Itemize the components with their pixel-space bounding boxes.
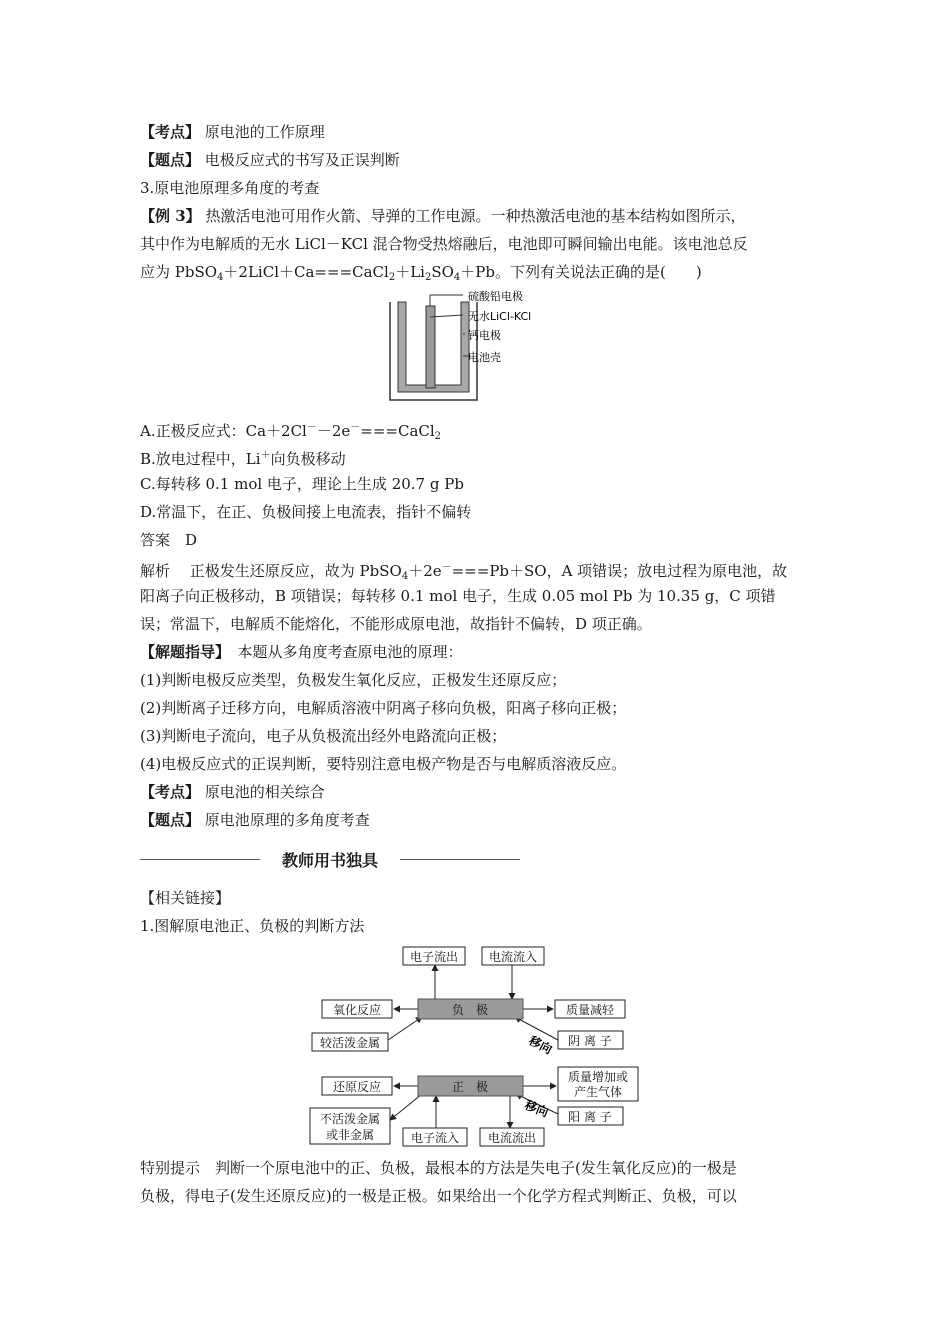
option-b: B.放电过程中，Li＋向负极移动 (140, 450, 346, 468)
option-a: A.正极反应式：Ca＋2Cl－－2e－===CaCl$_2$ (140, 422, 442, 442)
guide-item-4: (4)电极反应式的正误判断，要特别注意电极产物是否与电解质溶液反应。 (140, 755, 627, 773)
svg-text:质量减轻: 质量减轻 (565, 1003, 615, 1017)
svg-text:质量增加或: 质量增加或 (567, 1070, 629, 1084)
example-line-2: 其中作为电解质的无水 LiCl－KCl 混合物受热熔融后，电池即可瞬间输出电能。该电池总反 (140, 235, 748, 253)
svg-text:正 极: 正 极 (451, 1080, 489, 1094)
answer-line: 答案 D (140, 531, 198, 549)
tip-line-2: 负极，得电子(发生还原反应)的一极是正极。如果给出一个化学方程式判断正、负极，可以 (140, 1187, 737, 1205)
banner-rule-right (400, 859, 520, 860)
svg-text:阴 离 子: 阴 离 子 (568, 1034, 612, 1048)
svg-text:产生气体: 产生气体 (573, 1085, 623, 1099)
label-calcium: 钙电极 (468, 329, 501, 342)
guide-heading: 【解题指导】 本题从多角度考查原电池的原理： (140, 643, 463, 661)
svg-text:电流流出: 电流流出 (487, 1131, 537, 1145)
label-lead-sulfate: 硫酸铅电极 (468, 290, 523, 303)
kaodian-line (140, 122, 325, 142)
option-d: D.常温下，在正、负极间接上电流表，指针不偏转 (140, 503, 472, 521)
explanation-line-1: 解析 正极发生还原反应，故为 PbSO$_4$＋2e－===Pb＋SO，A 项错误；放电过程为原电池，故 (140, 562, 788, 582)
kaodian-label: 【考点】 (140, 123, 201, 141)
tidian-text: 电极反应式的书写及正误判断 (204, 151, 400, 169)
svg-text:电子流入: 电子流入 (410, 1131, 460, 1145)
tip-line-1: 特别提示 判断一个原电池中的正、负极，最根本的方法是失电子(发生氧化反应)的一极是 (140, 1159, 737, 1177)
section-heading: 3.原电池原理多角度的考查 (140, 179, 320, 197)
teacher-banner (140, 848, 520, 870)
example-line-1: 【例 3】 热激活电池可用作火箭、导弹的工作电源。一种热激活电池的基本结构如图所示， (140, 207, 746, 225)
banner-title: 教师用书独具 (281, 851, 378, 870)
guide-item-1: (1)判断电极反应类型，负极发生氧化反应，正极发生还原反应； (140, 671, 567, 689)
svg-text:电流流入: 电流流入 (488, 950, 538, 964)
kaodian-text: 原电池的工作原理 (204, 123, 325, 141)
option-c: C.每转移 0.1 mol 电子，理论上生成 20.7 g Pb (140, 475, 464, 493)
svg-text:阳 离 子: 阳 离 子 (568, 1110, 612, 1124)
lead-sulfate-electrode (426, 306, 435, 388)
label-shell: 电池壳 (468, 351, 501, 364)
svg-text:不活泼金属: 不活泼金属 (319, 1112, 381, 1126)
explanation-line-2: 阳离子向正极移动，B 项错误；每转移 0.1 mol 电子，生成 0.05 mol Pb 为 10.35 g，C 项错 (140, 587, 776, 605)
tidian-label: 【题点】 (140, 151, 201, 169)
svg-text:还原反应: 还原反应 (332, 1080, 382, 1094)
move-label-neg: 移向 (526, 1033, 555, 1057)
guide-label: 【解题指导】 (140, 643, 223, 661)
diagram-heading: 1.图解原电池正、负极的判断方法 (140, 917, 365, 935)
guide-item-3: (3)判断电子流向，电子从负极流出经外电路流向正极； (140, 727, 507, 745)
example-label: 【例 3】 (140, 207, 201, 225)
svg-text:电子流出: 电子流出 (409, 950, 459, 964)
electrode-judgement-diagram (300, 945, 660, 1150)
tidian-line (140, 150, 400, 170)
move-label-pos: 移向 (522, 1097, 551, 1120)
kaodian-line-2: 【考点】 原电池的相关综合 (140, 783, 325, 801)
svg-text:氧化反应: 氧化反应 (332, 1003, 382, 1017)
guide-item-2: (2)判断离子迁移方向，电解质溶液中阴离子移向负极，阳离子移向正极； (140, 699, 627, 717)
svg-text:较活泼金属: 较活泼金属 (319, 1036, 381, 1050)
label-licl-kcl: 无水LiCl-KCl (468, 310, 532, 323)
related-link-label: 【相关链接】 (140, 889, 231, 907)
example-line-3: 应为 $PbSO_4+2LiCl+Ca===CaCl_2+Li_2SO_4+Pb$。下列有关说法正确的是( ) (140, 263, 702, 283)
svg-text:负 极: 负 极 (451, 1003, 489, 1017)
svg-text:或非金属: 或非金属 (325, 1128, 375, 1142)
explanation-line-3: 误；常温下，电解质不能熔化，不能形成原电池，故指针不偏转，D 项正确。 (140, 615, 652, 633)
battery-structure-figure (385, 290, 565, 405)
tidian-line-2: 【题点】 原电池原理的多角度考查 (140, 811, 370, 829)
